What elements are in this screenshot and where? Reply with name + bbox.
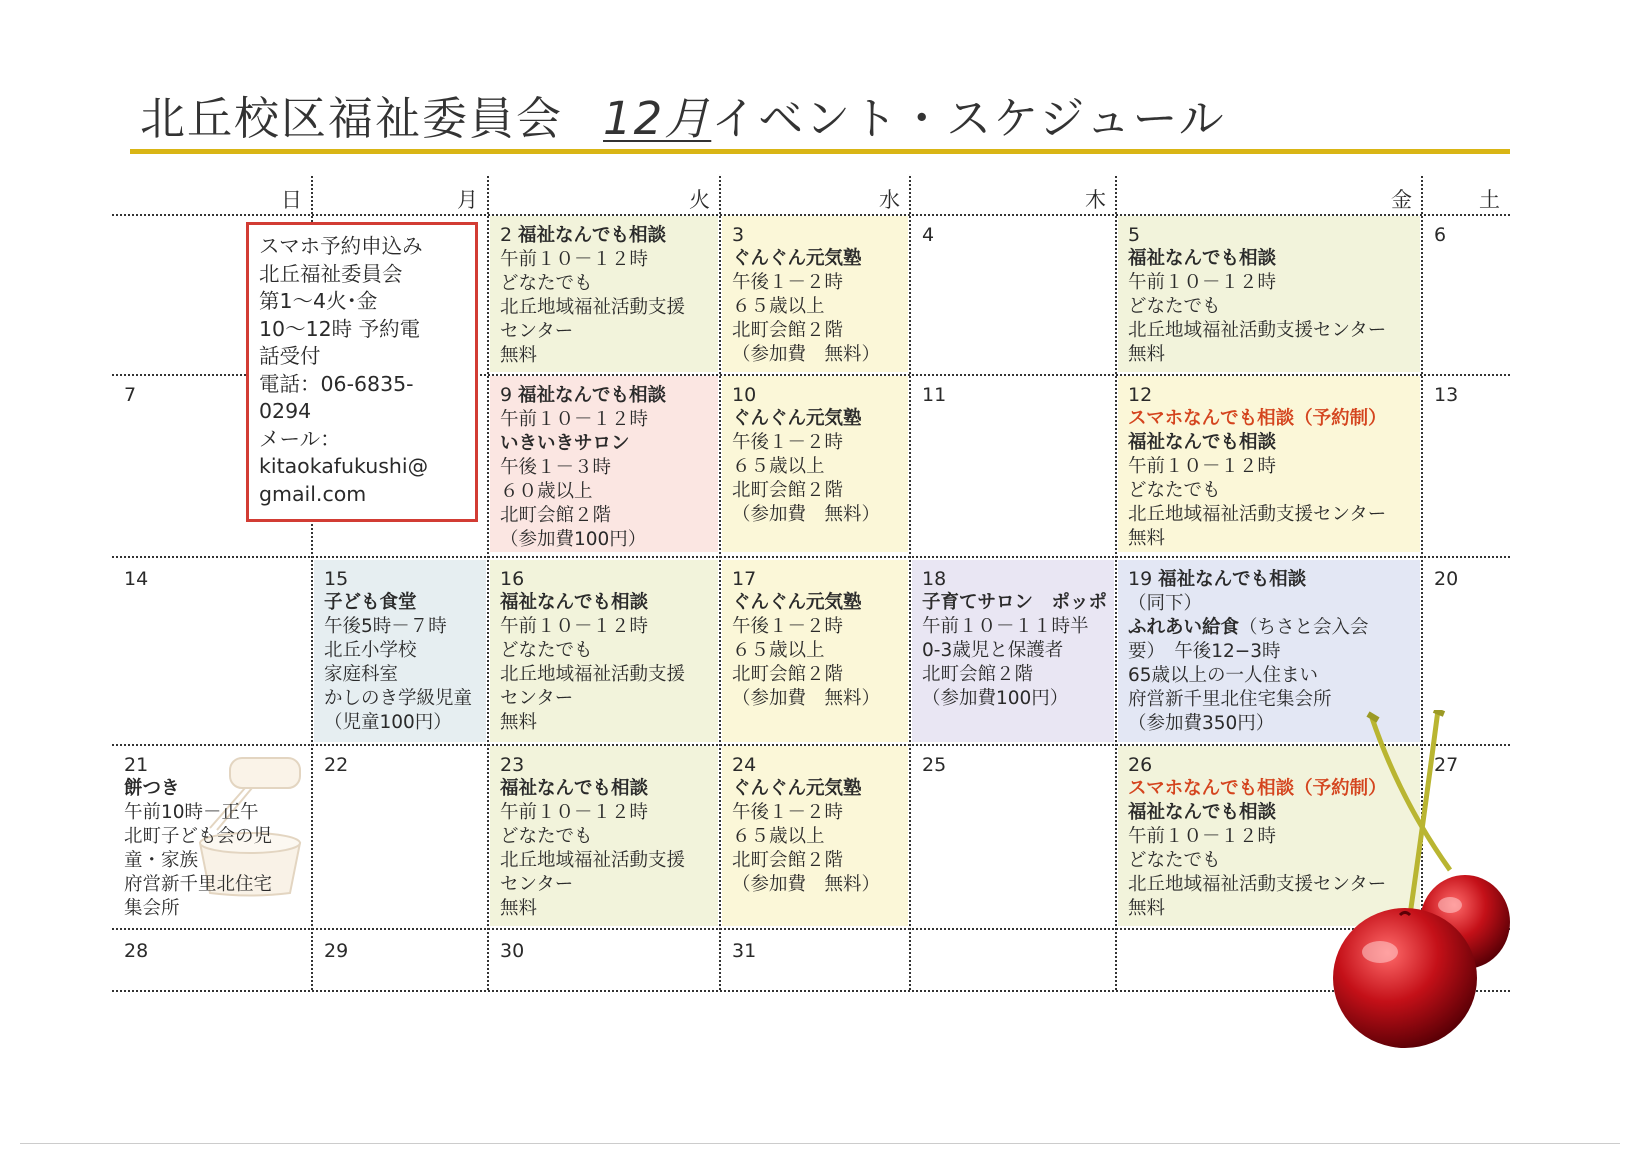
- weekday-thu: 木: [1085, 188, 1106, 212]
- calendar-day-11: 11: [922, 384, 947, 406]
- calendar-day-31: 31: [732, 940, 757, 962]
- calendar-day-25: 25: [922, 754, 947, 776]
- grid-line: [112, 928, 1510, 930]
- grid-line: [1115, 176, 1117, 990]
- weekday-sun: 日: [281, 188, 302, 212]
- grid-line: [112, 556, 1510, 558]
- calendar-day-2: 2 福祉なんでも相談 午前１０－１２時 どなたでも 北丘地域福祉活動支援 センター 無料: [490, 216, 718, 372]
- calendar-day-15: 15 子ども食堂 午後5時－７時 北丘小学校 家庭科室 かしのき学級児童 （児童100円）: [314, 560, 486, 742]
- weekday-mon: 月: [457, 188, 478, 212]
- grid-line: [112, 744, 1510, 746]
- title-month: 12月: [603, 92, 712, 145]
- calendar-day-24: 24 ぐんぐん元気塾 午後１－２時 ６５歳以上 北町会館２階 （参加費 無料）: [722, 746, 908, 926]
- title-rest: イベント・スケジュール: [711, 92, 1226, 145]
- weekday-tue: 火: [689, 188, 710, 212]
- calendar-day-10: 10 ぐんぐん元気塾 午後１－２時 ６５歳以上 北町会館２階 （参加費 無料）: [722, 376, 908, 552]
- calendar-day-21: 21 餅つき 午前10時－正午 北町子ども会の児 童・家族 府営新千里北住宅 集会所: [124, 754, 273, 919]
- cherry-illustration: [1330, 710, 1620, 1065]
- calendar-day-17: 17 ぐんぐん元気塾 午後１－２時 ６５歳以上 北町会館２階 （参加費 無料）: [722, 560, 908, 742]
- weekday-fri: 金: [1391, 188, 1412, 212]
- calendar-day-4: 4: [922, 224, 935, 246]
- page-title: [140, 82, 1226, 147]
- calendar-day-13: 13: [1434, 384, 1459, 406]
- grid-line: [719, 176, 721, 990]
- calendar-day-27: 27: [1434, 754, 1459, 776]
- calendar-day-12: 12 スマホなんでも相談（予約制） 福祉なんでも相談 午前１０－１２時 どなたでも 北丘地域福祉活動支援センター 無料: [1118, 376, 1420, 552]
- grid-line: [909, 176, 911, 990]
- calendar-day-6: 6: [1434, 224, 1447, 246]
- calendar-day-19: 19 福祉なんでも相談 （同下） ふれあい給食（ちさと会入会 要） 午後12−3時 65歳以上の一人住まい 府営新千里北住宅集会所 （参加費350円）: [1118, 560, 1420, 742]
- weekday-sat: 土: [1479, 188, 1500, 212]
- calendar-day-14: 14: [124, 568, 149, 590]
- calendar-day-9: 9 福祉なんでも相談 午前１０－１２時 いきいきサロン 午後１－３時 ６０歳以上 北町会館２階 （参加費100円）: [490, 376, 718, 552]
- calendar-day-30: 30: [500, 940, 525, 962]
- calendar-day-16: 16 福祉なんでも相談 午前１０－１２時 どなたでも 北丘地域福祉活動支援 センター 無料: [490, 560, 718, 742]
- smartphone-reservation-notice: スマホ予約申込み 北丘福祉委員会 第1～4火･金 10～12時 予約電 話受付 電話：06-6835- 0294 メール： kitaokafukushi@ gmail.com: [246, 222, 478, 522]
- calendar-day-7: 7: [124, 384, 137, 406]
- calendar-day-29: 29: [324, 940, 349, 962]
- calendar-day-26: 26 スマホなんでも相談（予約制） 福祉なんでも相談 午前１０－１２時 どなたでも 北丘地域福祉活動支援センター 無料: [1118, 746, 1420, 926]
- page-bottom-line: [20, 1143, 1620, 1144]
- grid-line: [112, 214, 1510, 216]
- calendar-day-18: 18 子育てサロン ポッポ 午前１０－１１時半 0-3歳児と保護者 北町会館２階 （参加費100円）: [912, 560, 1114, 742]
- calendar-day-22: 22: [324, 754, 349, 776]
- title-main: 北丘校区福祉委員会: [140, 92, 564, 145]
- calendar-day-20: 20: [1434, 568, 1459, 590]
- weekday-wed: 水: [879, 188, 900, 212]
- title-underline: [130, 149, 1510, 154]
- grid-line: [487, 176, 489, 990]
- calendar-day-5: 5 福祉なんでも相談 午前１０－１２時 どなたでも 北丘地域福祉活動支援センター 無料: [1118, 216, 1420, 372]
- calendar-day-3: 3 ぐんぐん元気塾 午後１－２時 ６５歳以上 北町会館２階 （参加費 無料）: [722, 216, 908, 372]
- calendar-day-28: 28: [124, 940, 149, 962]
- calendar-day-23: 23 福祉なんでも相談 午前１０－１２時 どなたでも 北丘地域福祉活動支援 センター 無料: [490, 746, 718, 926]
- grid-line: [112, 990, 1510, 992]
